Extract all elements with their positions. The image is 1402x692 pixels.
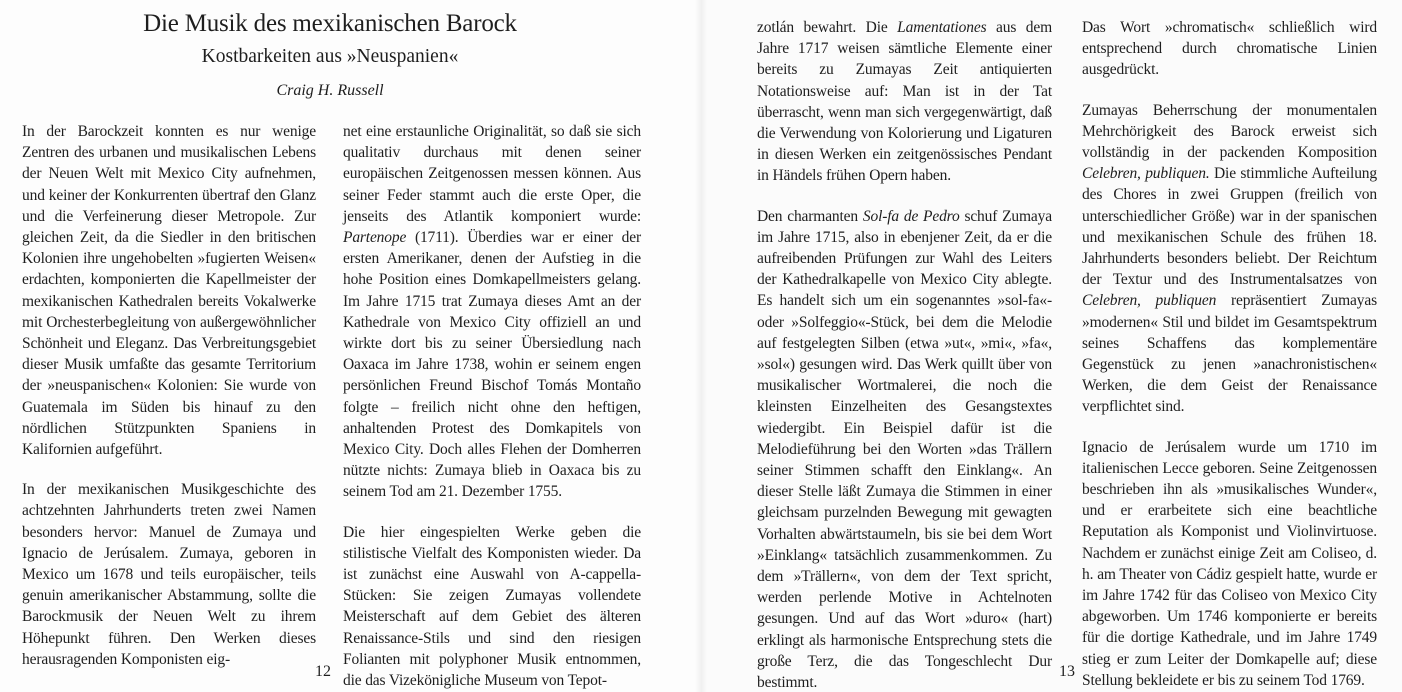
work-title: Sol-fa de Pedro [862, 207, 960, 225]
paragraph [757, 206, 1052, 692]
paragraph: In der mexikanischen Musikgeschichte des achtzehnten Jahrhunderts treten zwei Namen besonders hervor: Manuel de Zumaya und Ignacio de Jerúsalem. Zumaya, geboren in Mexico um 1678 und teils europäischer, teils genuin amerikanischer Abstammung, sollte die Barockmusik der Neuen Welt zu ihrem Höhepunkt führen. Den Werken dieses herausragenden Komponisten eig- [22, 481, 316, 668]
text-run: zotlán bewahrt. Die [757, 19, 898, 36]
text-column-3 [757, 17, 1052, 692]
paragraph [1082, 100, 1377, 418]
text-run: aus dem Jahre 1717 weisen sämtliche Elemente einer bereits zu Zumayas Zeit antiquierten Notationsweise auf: Man ist in der Tat überrascht, wenn man sich vergegenwärtigt, daß die Verwendung von Kolorierung und Ligaturen in diesen Werken ein zeitgenössisches Pendant in Händels frühen Opern haben. [757, 19, 1052, 185]
work-title: Partenope [343, 229, 407, 247]
paragraph: In der Barockzeit konnten es nur wenige Zentren des urbanen und musikalischen Lebens der Neuen Welt mit Mexico City aufnehmen, und keiner der Konkurrenten übertraf den Glanz und die Verfeinerung dieser Metropole. Zur gleichen Zeit, da die Siedler in den britischen Kolonien ihre ungehobelten »fugierten Weisen« erdachten, komponierten die Kapellmeister der mexikanischen Kathedralen bereits Vokalwerke mit Orchesterbegleitung von außergewöhnlicher Schönheit und Eleganz. Das Verbreitungsgebiet dieser Musik umfaßte das gesamte Territorium der »neuspanischen« Kolonien: Sie wurde von Guatemala im Süden bis hinauf zu den nördlichen Stützpunkten Spaniens in Kalifornien aufgeführt. [22, 123, 316, 459]
paragraph: Ignacio de Jerúsalem wurde um 1710 im italienischen Lecce geboren. Seine Zeitgenossen beschrieben ihn als »musikalisches Wunder«, und er erarbeitete sich eine beachtliche Reputation als Komponist und Violinvirtuose. Nachdem er zunächst einige Zeit am Coliseo, d. h. am Theater von Cádiz gespielt hatte, wurde er im Jahre 1742 für das Coliseo von Mexico City abgeworben. Um 1746 komponierte er bereits für die dortige Kathedrale, und im Jahre 1749 stieg er zum Leiter der Domkapelle auf; diese Stellung bekleidete er bis zu seinem Tod 1769. [1082, 438, 1377, 689]
text-column-1 [22, 121, 316, 670]
text-run: Zumayas Beherrschung der monumentalen Mehrchörigkeit des Barock erweist sich vollständig in der packenden Komposition [1082, 101, 1377, 162]
text-run: repräsentiert Zumayas »modernen« Stil und bildet im Gesamtspektrum seines Schaffens das komplementäre Gegenstück zu jenen »anachronistischen« Werken, die dem Geist der Renaissance verpflichtet sind. [1082, 292, 1377, 416]
text-run: (1711). Überdies war er einer der ersten Amerikaner, denen der Aufstieg in die hohe Position eines Domkapellmeisters gelang. Im Jahre 1715 trat Zumaya dieses Amt an der Kathedrale von Mexico City offiziell an und wirkte dort bis zu seiner Übersiedlung nach Oaxaca im Jahre 1738, wohin er seinem engen persönlichen Freund Bischof Tomás Montaño folgte – freilich nicht ohne den heftigen, anhaltenden Protest des Domkapitels von Mexico City. Doch alles Flehen der Domherren nützte nichts: Zumaya blieb in Oaxaca bis zu seinem Tod am 21. Dezember 1755. [343, 229, 641, 501]
work-title: Celebren, publiquen. [1082, 165, 1210, 183]
paragraph: Die hier eingespielten Werke geben die stilistische Vielfalt des Komponisten wieder. Da ist zunächst eine Auswahl von A-cappella-Stücken: Sie zeigen Zumayas vollendete Meisterschaft auf dem Gebiet des älteren Renaissance-Stils und sind den riesigen Folianten mit polyphoner Musik entnommen, die das Vizekönigliche Museum von Tepot- [343, 523, 641, 690]
page-number-left: 12 [315, 663, 331, 680]
paragraph [343, 121, 641, 503]
work-title: Lamentationes [897, 19, 987, 36]
text-column-2 [343, 121, 641, 691]
article-subtitle: Kostbarkeiten aus »Neuspanien« [201, 46, 459, 67]
author-name: Craig H. Russell [276, 82, 384, 99]
paragraph: Das Wort »chromatisch« schließlich wird entsprechend durch chromatische Linien ausgedrückt. [1082, 19, 1377, 79]
right-page [701, 0, 1402, 692]
text-run: Die stimmliche Aufteilung des Chores in zwei Gruppen (freilich von unterschiedlicher Größe) war in der spanischen und mexikanischen Schule des frühen 18. Jahrhunderts besonders beliebt. Der Reichtum der Textur und des Instrumentalsatzes von [1082, 165, 1377, 289]
article-title: Die Musik des mexikanischen Barock [143, 10, 517, 37]
text-run: schuf Zumaya im Jahre 1715, also in ebenjener Zeit, da er die aufreibenden Prüfungen zur Wahl des Leiters der Kathedralkapelle von Mexico City ablegte. Es handelt sich um ein sogenanntes »sol-fa«- oder »Solfeggio«-Stück, bei dem die Melodie auf festgelegten Silben (etwa »ut«, »mi«, »fa«, »sol«) gesungen wird. Das Werk quillt über von musikalischer Wortmalerei, die noch die kleinsten Einzelheiten des Gesangstextes wiedergibt. Ein Beispiel dafür ist die Melodieführung bei den Worten »das Trällern seiner Stimmen schafft den Einklang«. An dieser Stelle läßt Zumaya die Stimmen in einer gleichsam purzelnden Bewegung mit gewagten Vorhalten abwärtstaumeln, bis sie bei dem Wort »Einklang« tatsächlich zusammenkommen. Zu dem »Trällern«, von dem der Text spricht, werden perlende Motive in Achtelnoten gesungen. Und auf das Wort »duro« (hart) erklingt als harmonische Entsprechung stets die große Terz, die das Tongeschlecht Dur bestimmt. [757, 207, 1052, 692]
text-run: Den charmanten [757, 207, 863, 225]
page-number-right: 13 [1059, 663, 1075, 680]
paragraph [757, 17, 1052, 187]
text-column-4 [1082, 17, 1377, 691]
book-gutter [695, 0, 707, 692]
text-run: net eine erstaunliche Originalität, so daß sie sich qualitativ durchaus mit denen seiner europäischen Zeitgenossen messen können. Aus seiner Feder stammt auch die erste Oper, die jenseits des Atlantik komponiert wurde: [343, 123, 641, 225]
work-title: Celebren, publiquen [1082, 292, 1217, 310]
